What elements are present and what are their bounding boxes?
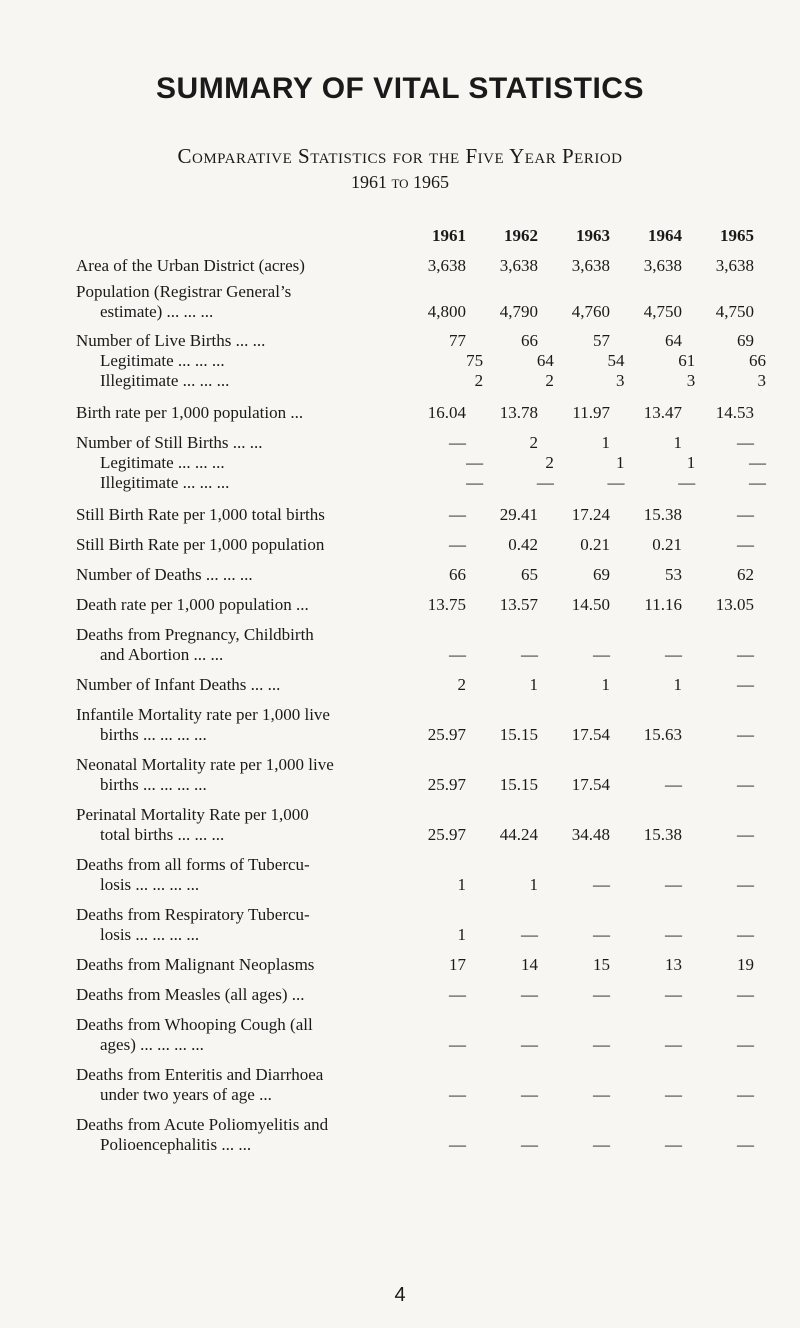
row-label	[76, 1115, 406, 1155]
row-label-line: ages) ... ... ... ...	[100, 1035, 204, 1054]
cell-1963: —	[593, 875, 610, 894]
cell-1961: 25.97	[427, 825, 466, 844]
cell-1961: —	[449, 1135, 466, 1154]
cell-1964: —	[665, 1035, 682, 1054]
cell-1963: 54	[607, 351, 625, 370]
cell-1964: —	[665, 1135, 682, 1154]
row-label-line: Deaths from Malignant Neoplasms	[76, 955, 315, 974]
cell-1962: 3,638	[499, 256, 538, 275]
cell-1964: —	[665, 775, 682, 794]
row-label	[76, 403, 406, 423]
row-label-line: losis ... ... ... ...	[100, 875, 200, 894]
table-period: 1961 to 1965	[350, 172, 450, 192]
cell-1965: 14.53	[715, 403, 754, 422]
cell-1963: 1	[601, 433, 610, 452]
cell-1962: 13.78	[499, 403, 538, 422]
cell-1964: —	[665, 925, 682, 944]
table-row	[76, 985, 766, 1005]
cell-1963: —	[593, 925, 610, 944]
row-label-line: Perinatal Mortality Rate per 1,000	[76, 805, 309, 824]
table-row	[76, 855, 766, 895]
cell-1963: —	[593, 1035, 610, 1054]
row-label-line: Illegitimate ... ... ...	[100, 371, 230, 390]
row-label	[76, 675, 406, 695]
table-row	[76, 535, 766, 555]
cell-1964: —	[665, 875, 682, 894]
cell-1962: 1	[529, 675, 538, 694]
cell-1964: 4,750	[643, 302, 682, 321]
cell-1964: 13.47	[643, 403, 682, 422]
row-label	[76, 433, 406, 453]
table-row	[76, 625, 766, 665]
cell-1964: 15.38	[643, 505, 682, 524]
cell-1962: 66	[521, 331, 538, 350]
cell-1961: —	[449, 1085, 466, 1104]
cell-1963: 0.21	[580, 535, 610, 554]
cell-1963: 17.54	[571, 775, 610, 794]
row-label	[76, 905, 406, 945]
row-label-line: Deaths from Whooping Cough (all	[76, 1015, 313, 1034]
cell-1963: 11.97	[572, 403, 610, 422]
row-label-line: losis ... ... ... ...	[100, 925, 200, 944]
cell-1962: 15.15	[499, 775, 538, 794]
cell-1964: 61	[678, 351, 696, 370]
row-label-line: Polioencephalitis ... ...	[100, 1135, 252, 1154]
cell-1964: 11.16	[644, 595, 682, 614]
table-row	[76, 905, 766, 945]
row-label-line: Illegitimate ... ... ...	[100, 473, 230, 492]
cell-1965: —	[737, 875, 754, 894]
cell-1961: —	[449, 1035, 466, 1054]
cell-1965: 19	[737, 955, 754, 974]
row-label	[76, 625, 406, 665]
row-label	[76, 1065, 406, 1105]
year-header-1964: 1964	[648, 226, 682, 245]
cell-1963: —	[593, 1135, 610, 1154]
cell-1964: 3	[686, 371, 696, 390]
cell-1963: 17.54	[571, 725, 610, 744]
cell-1963: 3	[616, 371, 625, 390]
cell-1965: —	[748, 453, 766, 472]
cell-1965: 4,750	[715, 302, 754, 321]
cell-1961: —	[449, 985, 466, 1004]
cell-1962: —	[536, 473, 554, 492]
cell-1961: —	[449, 535, 466, 554]
year-header-1965: 1965	[720, 226, 754, 245]
cell-1962: 13.57	[499, 595, 538, 614]
row-label	[76, 985, 406, 1005]
cell-1962: 1	[529, 875, 538, 894]
row-label-line: Deaths from Respiratory Tubercu-	[76, 905, 310, 924]
row-label	[76, 473, 424, 493]
row-label-line: births ... ... ... ...	[100, 775, 207, 794]
cell-1961: —	[449, 645, 466, 664]
cell-1962: —	[521, 925, 538, 944]
cell-1963: —	[593, 985, 610, 1004]
cell-1965: —	[748, 473, 766, 492]
cell-1963: 69	[593, 565, 610, 584]
cell-1965: —	[737, 725, 754, 744]
row-label	[76, 256, 406, 276]
cell-1965: 3	[757, 371, 766, 390]
cell-1963: 3,638	[571, 256, 610, 275]
cell-1965: —	[737, 1135, 754, 1154]
cell-1962: 44.24	[499, 825, 538, 844]
cell-1961: —	[449, 433, 466, 452]
cell-1961: —	[466, 473, 484, 492]
table-row	[76, 453, 766, 473]
cell-1965: —	[737, 1035, 754, 1054]
cell-1964: —	[665, 645, 682, 664]
cell-1961: —	[449, 505, 466, 524]
row-label-line: Deaths from Enteritis and Diarrhoea	[76, 1065, 324, 1084]
cell-1965: 62	[737, 565, 754, 584]
table-row	[76, 256, 766, 276]
row-label-line: Area of the Urban District (acres)	[76, 256, 305, 275]
cell-1961: 25.97	[427, 725, 466, 744]
row-label-line: estimate) ... ... ...	[100, 302, 214, 321]
table-row	[76, 351, 766, 371]
cell-1963: 14.50	[571, 595, 610, 614]
table-row	[76, 433, 766, 453]
cell-1961: 2	[457, 675, 466, 694]
row-label	[76, 565, 406, 585]
cell-1965: —	[737, 675, 754, 694]
page-title: SUMMARY OF VITAL STATISTICS	[156, 72, 644, 105]
cell-1963: —	[593, 1085, 610, 1104]
cell-1962: 2	[529, 433, 538, 452]
row-label-line: Number of Infant Deaths ... ...	[76, 675, 281, 694]
cell-1964: —	[678, 473, 696, 492]
row-label	[76, 595, 406, 615]
row-label-line: Death rate per 1,000 population ...	[76, 595, 309, 614]
cell-1964: 13	[665, 955, 682, 974]
row-label-line: Infantile Mortality rate per 1,000 live	[76, 705, 330, 724]
table-row	[76, 705, 766, 745]
year-header-1963: 1963	[576, 226, 610, 245]
cell-1963: —	[607, 473, 625, 492]
row-label	[76, 282, 406, 322]
row-label	[76, 955, 406, 975]
cell-1965: —	[737, 985, 754, 1004]
cell-1965: —	[737, 433, 754, 452]
cell-1962: 2	[545, 453, 554, 472]
cell-1962: 4,790	[499, 302, 538, 321]
cell-1963: —	[593, 645, 610, 664]
row-label-line: and Abortion ... ...	[100, 645, 224, 664]
cell-1963: 34.48	[571, 825, 610, 844]
cell-1961: 1	[457, 925, 466, 944]
cell-1964: 3,638	[643, 256, 682, 275]
row-label-line: Deaths from Measles (all ages) ...	[76, 985, 305, 1004]
cell-1963: 1	[616, 453, 625, 472]
table-row	[76, 403, 766, 423]
cell-1965: 69	[737, 331, 754, 350]
row-label	[76, 705, 406, 745]
cell-1964: 53	[665, 565, 682, 584]
cell-1962: 29.41	[499, 505, 538, 524]
row-label-line: Legitimate ... ... ...	[100, 453, 225, 472]
cell-1964: 1	[673, 675, 682, 694]
cell-1964: —	[665, 985, 682, 1004]
row-label-line: Number of Deaths ... ... ...	[76, 565, 253, 584]
cell-1962: —	[521, 985, 538, 1004]
cell-1962: —	[521, 1085, 538, 1104]
row-label	[76, 453, 424, 473]
table-row	[76, 1065, 766, 1105]
cell-1963: 17.24	[571, 505, 610, 524]
row-label-line: Deaths from all forms of Tubercu-	[76, 855, 310, 874]
row-label	[76, 1015, 406, 1055]
row-label	[76, 351, 424, 371]
table-subtitle: Comparative Statistics for the Five Year Period	[177, 144, 623, 168]
cell-1965: —	[737, 505, 754, 524]
row-label-line: Neonatal Mortality rate per 1,000 live	[76, 755, 334, 774]
cell-1963: 15	[593, 955, 610, 974]
cell-1965: —	[737, 775, 754, 794]
header-row	[76, 218, 766, 246]
row-label-line: Number of Still Births ... ...	[76, 433, 263, 452]
row-label-line: Legitimate ... ... ...	[100, 351, 225, 370]
cell-1961: —	[466, 453, 484, 472]
row-label-line: total births ... ... ...	[100, 825, 225, 844]
cell-1965: —	[737, 925, 754, 944]
cell-1962: —	[521, 1135, 538, 1154]
cell-1965: 66	[748, 351, 766, 370]
table-row	[76, 473, 766, 493]
cell-1962: 0.42	[508, 535, 538, 554]
cell-1961: 16.04	[427, 403, 466, 422]
cell-1963: 4,760	[571, 302, 610, 321]
cell-1961: 66	[449, 565, 466, 584]
cell-1964: 1	[686, 453, 696, 472]
row-label-line: under two years of age ...	[100, 1085, 272, 1104]
row-label-line: births ... ... ... ...	[100, 725, 207, 744]
cell-1961: 25.97	[427, 775, 466, 794]
cell-1965: 13.05	[715, 595, 754, 614]
cell-1961: 4,800	[427, 302, 466, 321]
cell-1961: 77	[449, 331, 466, 350]
row-label-line: Deaths from Pregnancy, Childbirth	[76, 625, 314, 644]
row-label	[76, 535, 406, 555]
table-body	[76, 256, 766, 1155]
cell-1962: 14	[521, 955, 538, 974]
table-row	[76, 1115, 766, 1155]
cell-1962: —	[521, 645, 538, 664]
cell-1964: 15.63	[643, 725, 682, 744]
cell-1965: 3,638	[715, 256, 754, 275]
cell-1965: —	[737, 535, 754, 554]
cell-1961: 75	[466, 351, 484, 370]
table-row	[76, 505, 766, 525]
cell-1961: 17	[449, 955, 466, 974]
cell-1965: —	[737, 1085, 754, 1104]
cell-1961: 2	[474, 371, 484, 390]
row-label-line: Population (Registrar General’s	[76, 282, 292, 301]
cell-1961: 1	[457, 875, 466, 894]
cell-1962: 15.15	[499, 725, 538, 744]
cell-1964: —	[665, 1085, 682, 1104]
year-header-1962: 1962	[504, 226, 538, 245]
year-header-1961: 1961	[432, 226, 466, 245]
cell-1961: 13.75	[427, 595, 466, 614]
table-row	[76, 805, 766, 845]
cell-1963: 1	[601, 675, 610, 694]
cell-1964: 64	[665, 331, 682, 350]
row-label-line: Still Birth Rate per 1,000 total births	[76, 505, 325, 524]
table-row	[76, 755, 766, 795]
cell-1962: 2	[545, 371, 554, 390]
cell-1964: 1	[673, 433, 682, 452]
cell-1965: —	[737, 825, 754, 844]
row-label-line: Number of Live Births ... ...	[76, 331, 266, 350]
row-label	[76, 855, 406, 895]
row-label-line: Deaths from Acute Poliomyelitis and	[76, 1115, 329, 1134]
table-row	[76, 282, 766, 322]
cell-1963: 57	[593, 331, 610, 350]
row-label	[76, 805, 406, 845]
table-row	[76, 1015, 766, 1055]
row-label	[76, 331, 406, 351]
row-label	[76, 505, 406, 525]
table-row	[76, 955, 766, 975]
table-row	[76, 331, 766, 351]
table-row	[76, 595, 766, 615]
row-label-line: Birth rate per 1,000 population ...	[76, 403, 304, 422]
row-label-line: Still Birth Rate per 1,000 population	[76, 535, 325, 554]
table-row	[76, 675, 766, 695]
cell-1964: 0.21	[652, 535, 682, 554]
cell-1961: 3,638	[427, 256, 466, 275]
row-label	[76, 371, 424, 391]
cell-1962: 65	[521, 565, 538, 584]
cell-1965: —	[737, 645, 754, 664]
cell-1962: 64	[536, 351, 554, 370]
row-label	[76, 755, 406, 795]
cell-1962: —	[521, 1035, 538, 1054]
cell-1964: 15.38	[643, 825, 682, 844]
table-row	[76, 565, 766, 585]
table-row	[76, 371, 766, 391]
page-number: 4	[394, 1284, 406, 1306]
vital-statistics-table	[76, 218, 766, 1155]
